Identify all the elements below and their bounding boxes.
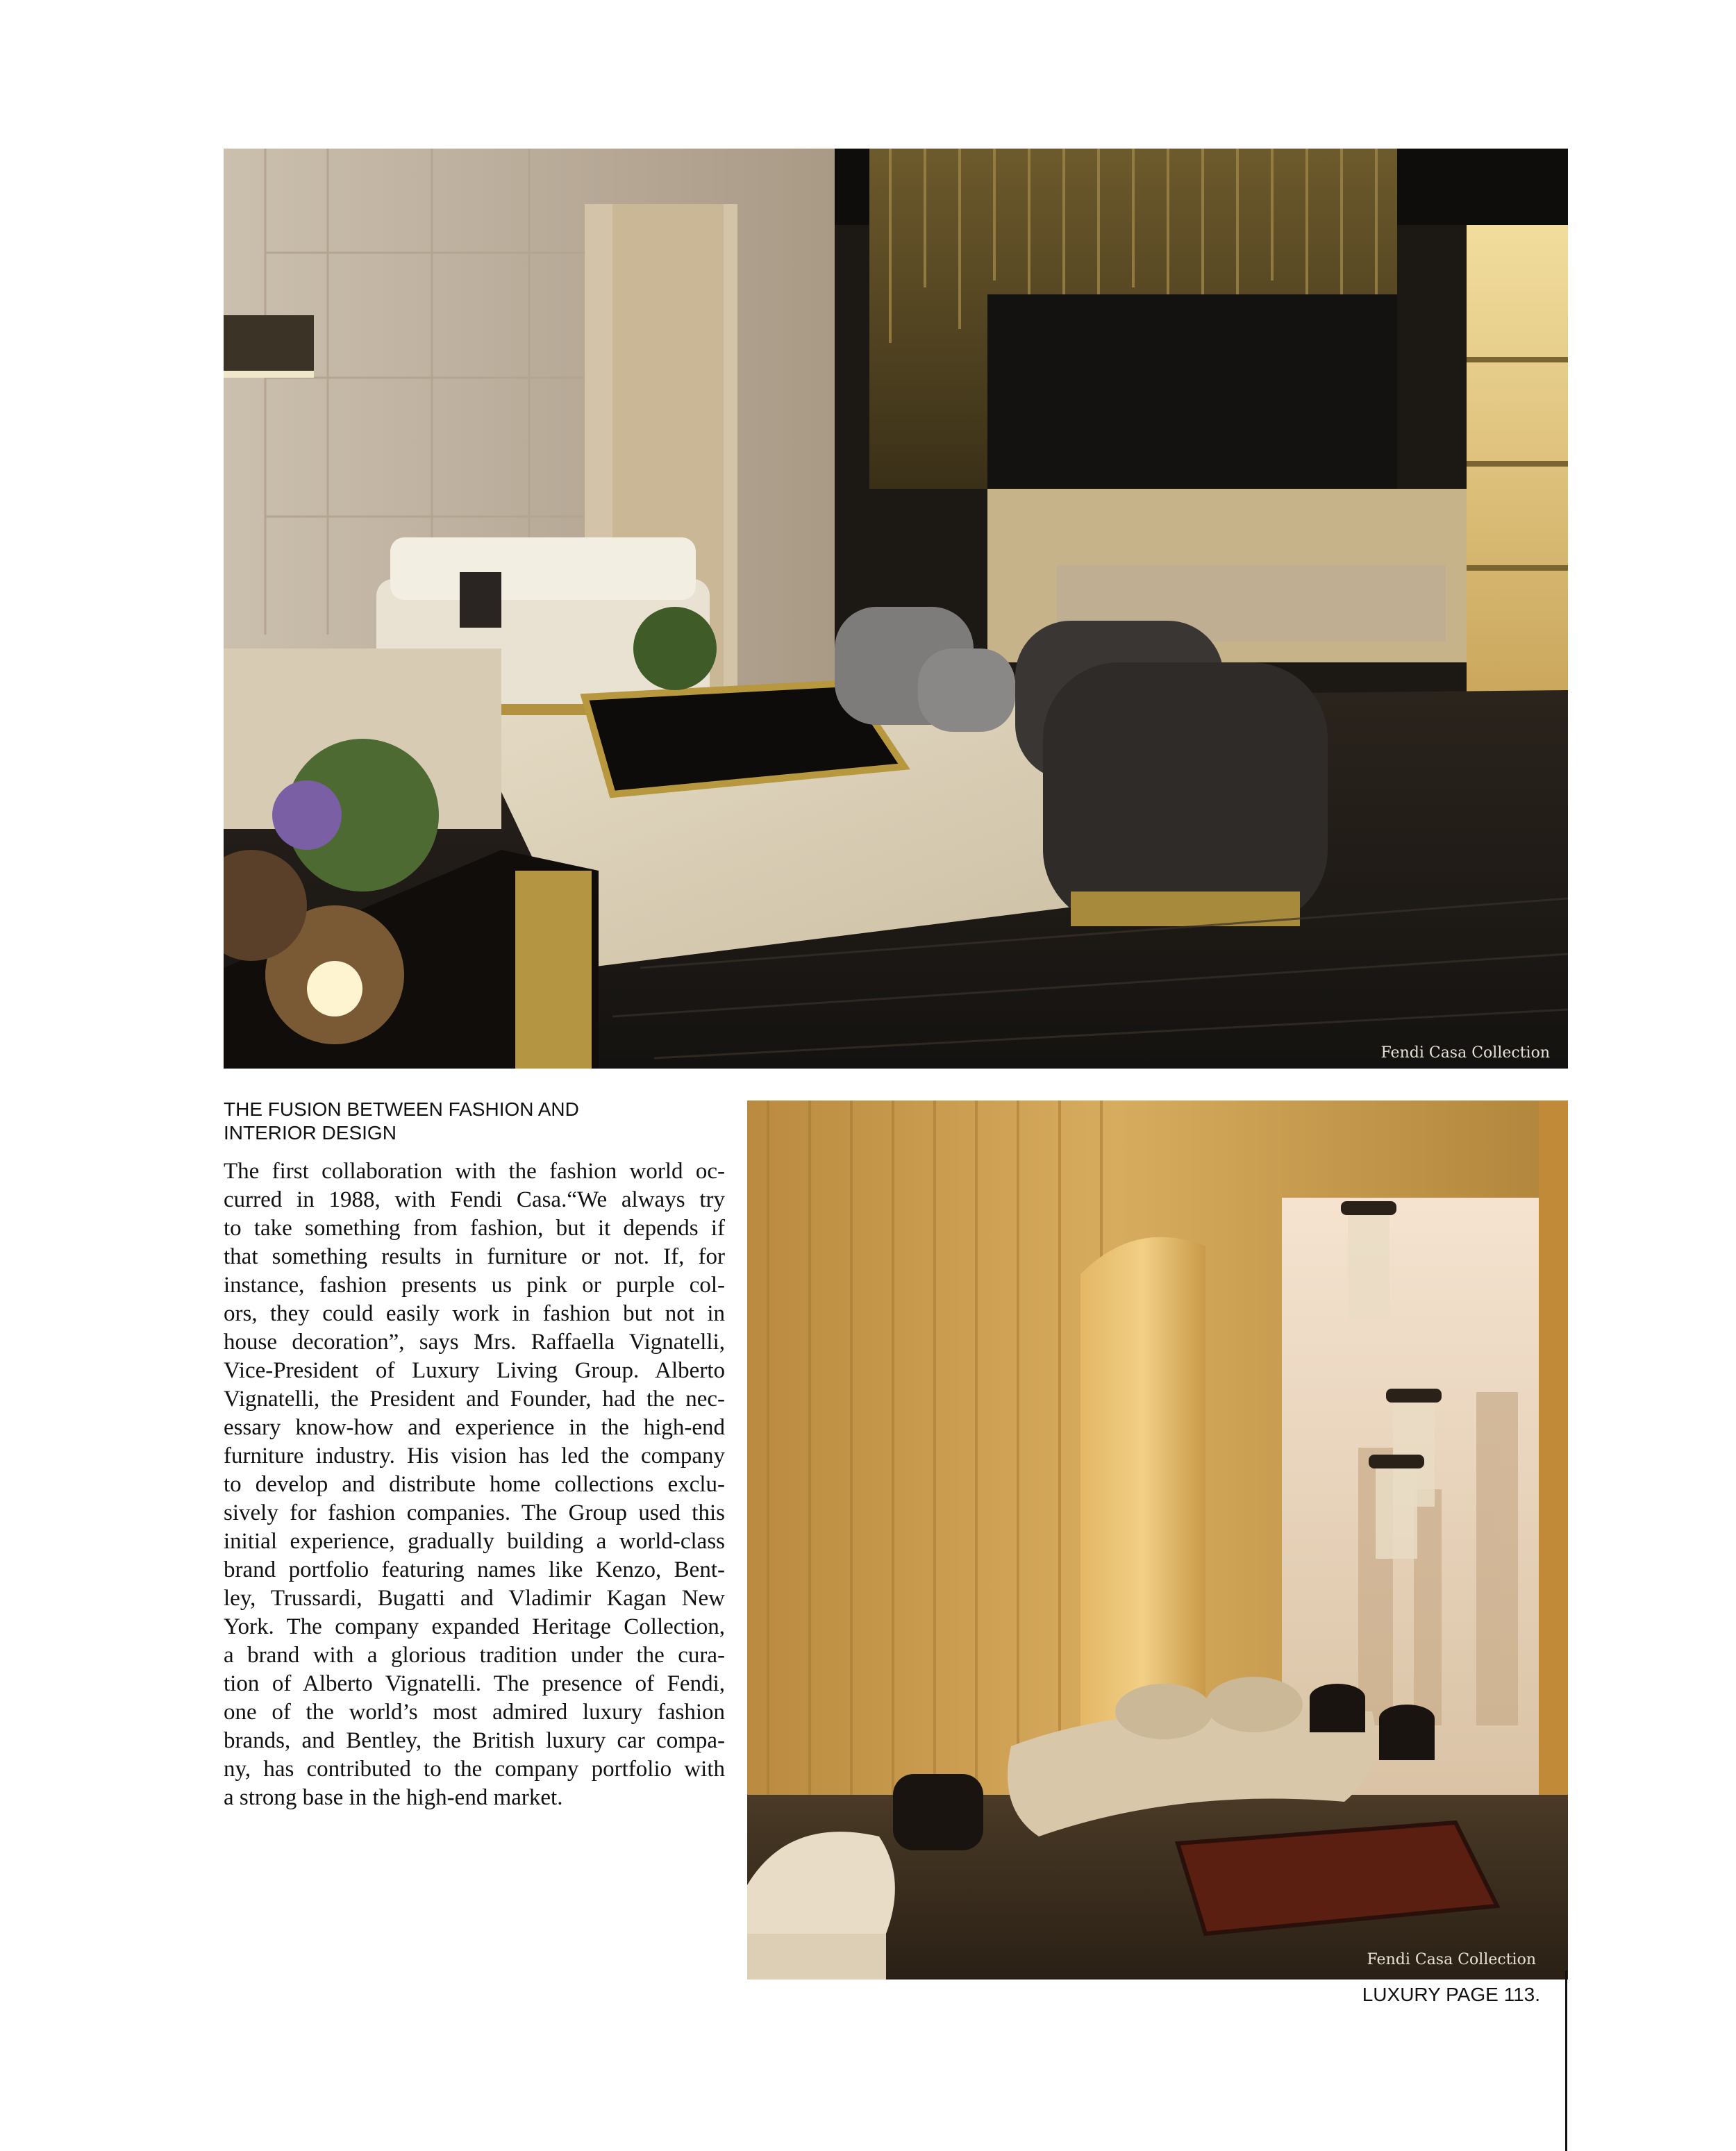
article-line: ny, has contributed to the company portfolio with bbox=[224, 1757, 725, 1782]
article-line: tion of Alberto Vignatelli. The presence of Fendi, bbox=[224, 1671, 725, 1696]
article-line: house decoration”, says Mrs. Raffaella Vignatelli, bbox=[224, 1330, 725, 1355]
article-line: to take something from fashion, but it depends if bbox=[224, 1216, 725, 1241]
article-line: essary know-how and experience in the high-end bbox=[224, 1415, 725, 1440]
article-line: sively for fashion companies. The Group used this bbox=[224, 1500, 725, 1525]
article-line: a brand with a glorious tradition under the cura- bbox=[224, 1643, 725, 1668]
article-line: York. The company expanded Heritage Collection, bbox=[224, 1614, 725, 1639]
article-line: instance, fashion presents us pink or purple col- bbox=[224, 1273, 725, 1298]
living-room-photo bbox=[224, 149, 1568, 1069]
article-line: a strong base in the high-end market. bbox=[224, 1785, 563, 1810]
article-line: ley, Trussardi, Bugatti and Vladimir Kagan New bbox=[224, 1586, 725, 1611]
article-line: brands, and Bentley, the British luxury car compa- bbox=[224, 1728, 725, 1753]
heading-line-1: THE FUSION BETWEEN FASHION AND bbox=[224, 1098, 579, 1120]
article-line: furniture industry. His vision has led the company bbox=[224, 1443, 725, 1468]
article-line: one of the world’s most admired luxury fashion bbox=[224, 1700, 725, 1725]
article-line: brand portfolio featuring names like Kenzo, Bent- bbox=[224, 1557, 725, 1582]
lounge-photo bbox=[747, 1100, 1568, 1980]
article-line: The first collaboration with the fashion world oc- bbox=[224, 1159, 725, 1184]
heading-line-2: INTERIOR DESIGN bbox=[224, 1122, 397, 1144]
article-line: curred in 1988, with Fendi Casa.“We always try bbox=[224, 1187, 725, 1212]
article-heading bbox=[224, 1098, 724, 1145]
article-line: initial experience, gradually building a world-class bbox=[224, 1529, 725, 1554]
photo-caption: Fendi Casa Collection bbox=[1367, 1951, 1536, 1968]
article-body bbox=[224, 1157, 725, 1812]
article-line: to develop and distribute home collections exclu- bbox=[224, 1472, 725, 1497]
photo-caption: Fendi Casa Collection bbox=[1380, 1044, 1550, 1062]
article-line: Vice-President of Luxury Living Group. Alberto bbox=[224, 1358, 725, 1383]
article-line: ors, they could easily work in fashion but not in bbox=[224, 1301, 725, 1326]
lounge-illustration bbox=[747, 1100, 1568, 1980]
article-line: that something results in furniture or not. If, for bbox=[224, 1244, 725, 1269]
article-line: Vignatelli, the President and Founder, had the nec- bbox=[224, 1387, 725, 1412]
footer-divider bbox=[1565, 1970, 1567, 2151]
living-room-illustration bbox=[224, 149, 1568, 1069]
page-number-label: LUXURY PAGE 113. bbox=[1362, 1984, 1540, 2005]
